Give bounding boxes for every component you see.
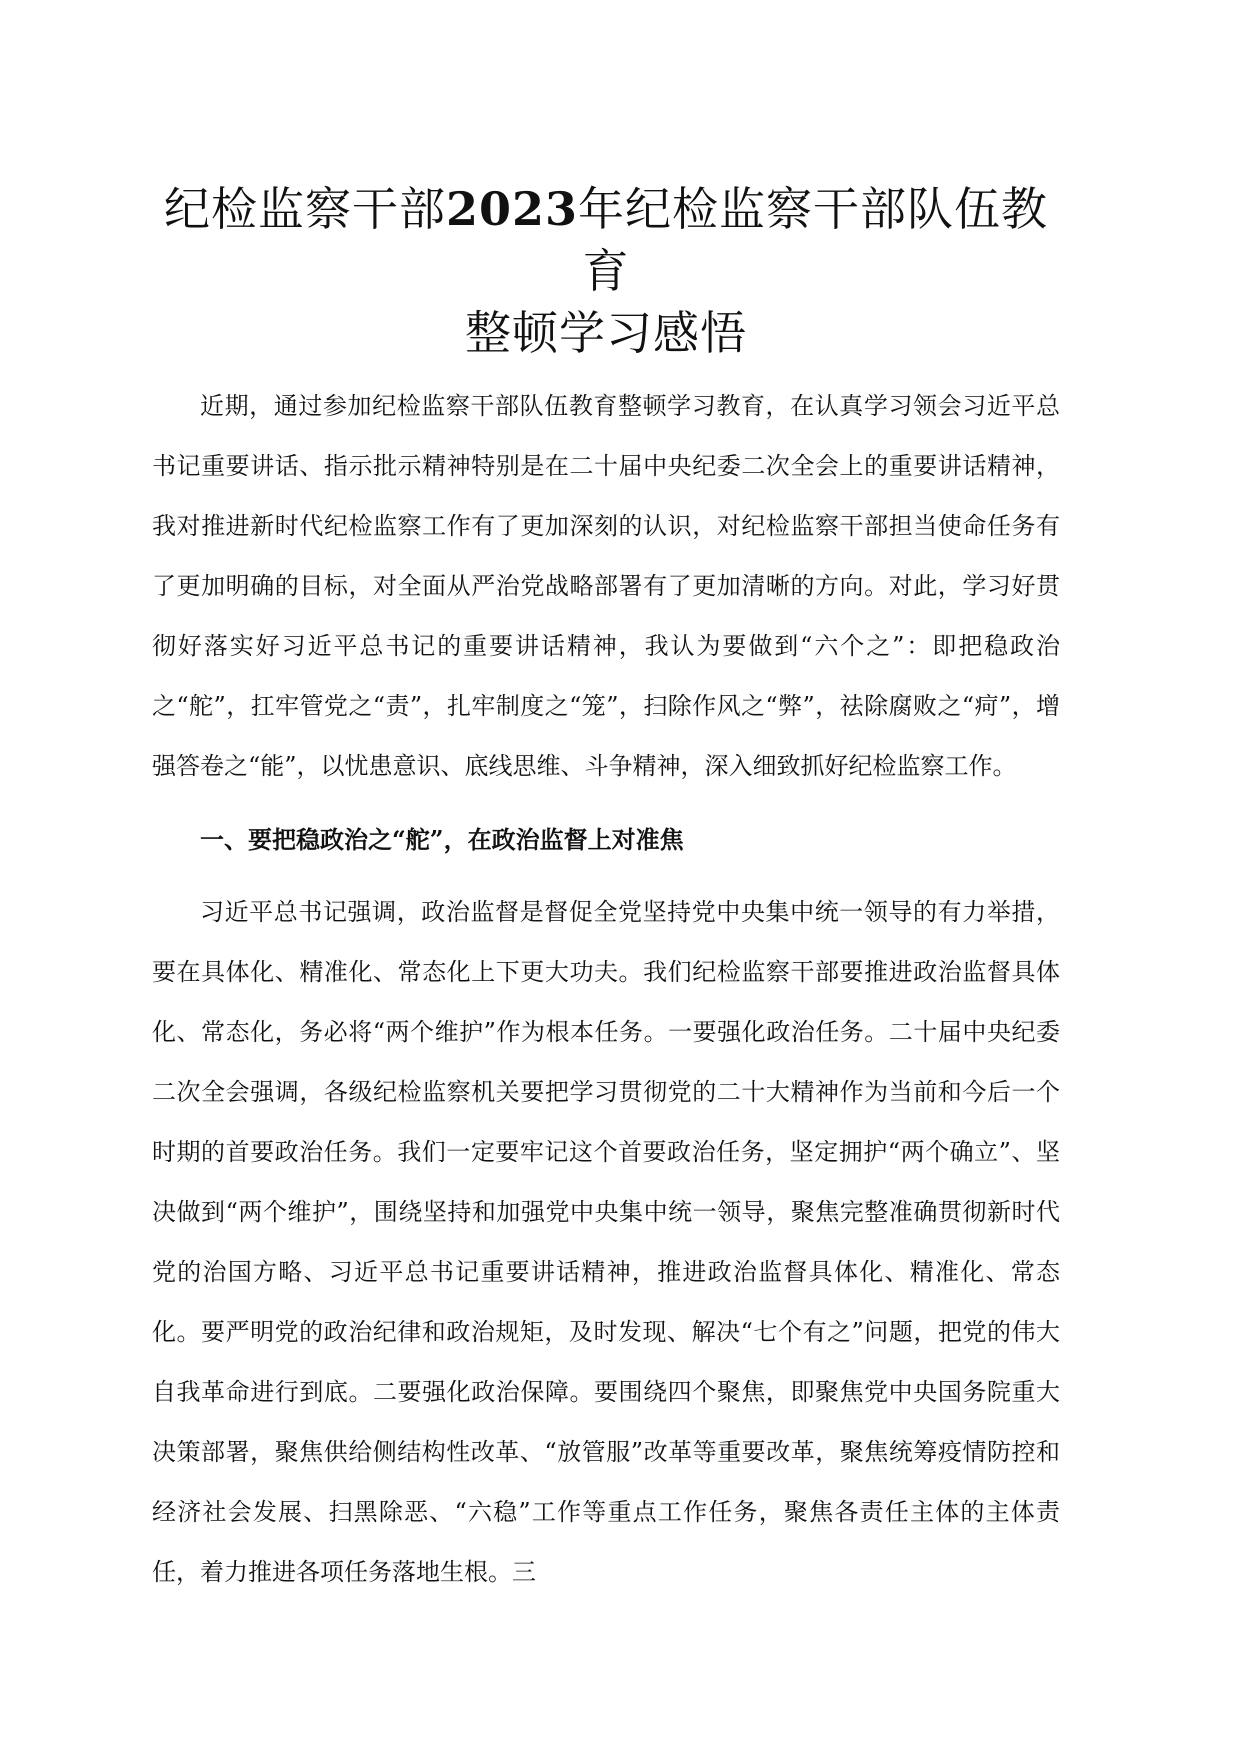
intro-paragraph: 近期，通过参加纪检监察干部队伍教育整顿学习教育，在认真学习领会习近平总书记重要讲话、指示批示精神特别是在二十届中央纪委二次全会上的重要讲话精神，我对推进新时代纪检监察工作有了更加深刻的认识，对纪检监察干部担当使命任务有了更加明确的目标，对全面从严治党战略部署有了更加清晰的方向。对此，学习好贯彻好落实好习近平总书记的重要讲话精神，我认为要做到“六个之”：即把稳政治之“舵”，扛牢管党之“责”，扎牢制度之“笼”，扫除作风之“弊”，祛除腐败之“疴”，增强答卷之“能”，以忧患意识、底线思维、斗争精神，深入细致抓好纪检监察工作。 [152,392,1060,780]
document-page [152,178,1060,1602]
title-part2: 年纪检监察干部队伍教育 [578,182,1049,298]
document-title [152,178,1060,364]
section-body-paragraph: 习近平总书记强调，政治监督是督促全党坚持党中央集中统一领导的有力举措，要在具体化、精准化、常态化上下更大功夫。我们纪检监察干部要推进政治监督具体化、常态化，务必将“两个维护”作为根本任务。一要强化政治任务。二十届中央纪委二次全会强调，各级纪检监察机关要把学习贯彻党的二十大精神作为当前和今后一个时期的首要政治任务。我们一定要牢记这个首要政治任务，坚定拥护“两个确立”、坚决做到“两个维护”，围绕坚持和加强党中央集中统一领导，聚焦完整准确贯彻新时代党的治国方略、习近平总书记重要讲话精神，推进政治监督具体化、精准化、常态化。要严明党的政治纪律和政治规矩，及时发现、解决“七个有之”问题，把党的伟大自我革命进行到底。二要强化政治保障。要围绕四个聚焦，即聚焦党中央国务院重大决策部署，聚焦供给侧结构性改革、“放管服”改革等重要改革，聚焦统筹疫情防控和经济社会发展、扫黑除恶、“六稳”工作等重点工作任务，聚焦各责任主体的主体责任，着力推进各项任务落地生根。三 [152,898,1060,1586]
title-line2: 整顿学习感悟 [465,306,747,360]
title-year: 2023 [445,182,579,236]
title-part1: 纪检监察干部 [163,182,446,236]
section-heading: 一、要把稳政治之“舵”，在政治监督上对准焦 [200,825,684,854]
